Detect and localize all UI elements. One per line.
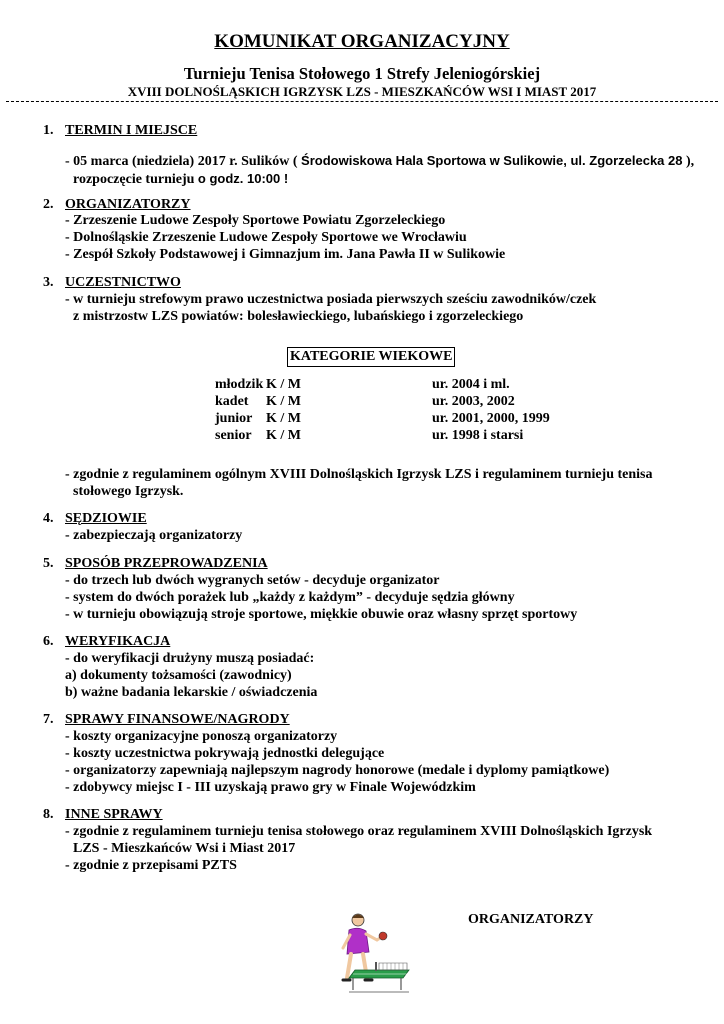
- category-years: ur. 1998 i starsi: [432, 428, 524, 443]
- venue-text: Środowiskowa Hala Sportowa w Sulikowie, ul. Zgorzelecka 28: [301, 153, 683, 168]
- section-2-line: - Dolnośląskie Zrzeszenie Ludowe Zespoły Sportowe we Wrocławiu: [65, 230, 467, 245]
- category-sex: K / M: [266, 377, 301, 392]
- section-8-line-1: - zgodnie z regulaminem turnieju tenisa stołowego oraz regulaminem XVIII Dolnośląskich Igrzysk: [65, 824, 653, 839]
- section-7-number: 7.: [43, 712, 54, 727]
- category-years: ur. 2001, 2000, 1999: [432, 411, 550, 426]
- section-1-line-1: - 05 marca (niedziela) 2017 r. Sulików ( Środowiskowa Hala Sportowa w Sulikowie, ul. Zgorzelecka 28 ),: [65, 153, 695, 169]
- section-6-line: b) ważne badania lekarskie / oświadczenia: [65, 685, 318, 700]
- section-3-note-1: - zgodnie z regulaminem ogólnym XVIII Dolnośląskich Igrzysk LZS i regulaminem turnieju tenisa: [65, 467, 653, 482]
- section-8-heading: INNE SPRAWY: [65, 807, 163, 822]
- category-name: junior: [215, 411, 253, 426]
- section-2-heading: ORGANIZATORZY: [65, 197, 191, 212]
- section-2-line: - Zrzeszenie Ludowe Zespoły Sportowe Powiatu Zgorzeleckiego: [65, 213, 446, 228]
- section-5-heading: SPOSÓB PRZEPROWADZENIA: [65, 556, 268, 571]
- section-2-line: - Zespół Szkoły Podstawowej i Gimnazjum im. Jana Pawła II w Sulikowie: [65, 247, 506, 262]
- section-5-number: 5.: [43, 556, 54, 571]
- category-sex: K / M: [266, 428, 301, 443]
- section-7-line: - zdobywcy miejsc I - III uzyskają prawo gry w Finale Wojewódzkim: [65, 780, 476, 795]
- category-years: ur. 2004 i ml.: [432, 377, 510, 392]
- table-tennis-player-icon: [333, 908, 413, 998]
- section-4-line: - zabezpieczają organizatorzy: [65, 528, 243, 543]
- category-name: senior: [215, 428, 252, 443]
- section-7-line: - koszty uczestnictwa pokrywają jednostki delegujące: [65, 746, 385, 761]
- section-5-line: - system do dwóch porażek lub „każdy z każdym” - decyduje sędzia główny: [65, 590, 515, 605]
- signature-organizers: ORGANIZATORZY: [468, 912, 594, 927]
- section-5-line: - w turnieju obowiązują stroje sportowe, miękkie obuwie oraz własny sprzęt sportowy: [65, 607, 578, 622]
- section-1-number: 1.: [43, 123, 54, 138]
- section-6-heading: WERYFIKACJA: [65, 634, 171, 649]
- document-subtitle: Turnieju Tenisa Stołowego 1 Strefy Jeleniogórskiej: [183, 64, 541, 83]
- section-3-note-2: stołowego Igrzysk.: [73, 484, 184, 499]
- section-8-line-3: - zgodnie z przepisami PZTS: [65, 858, 237, 873]
- document-subtitle-games: XVIII DOLNOŚLĄSKICH IGRZYSK LZS - MIESZKAŃCÓW WSI I MIAST 2017: [127, 84, 597, 99]
- section-7-line: - organizatorzy zapewniają najlepszym nagrody honorowe (medale i dyplomy pamiątkowe): [65, 763, 610, 778]
- section-3-heading: UCZESTNICTWO: [65, 275, 181, 290]
- section-6-number: 6.: [43, 634, 54, 649]
- section-3-number: 3.: [43, 275, 54, 290]
- section-4-heading: SĘDZIOWIE: [65, 511, 147, 526]
- category-name: kadet: [215, 394, 249, 409]
- section-7-line: - koszty organizacyjne ponoszą organizatorzy: [65, 729, 338, 744]
- section-3-line-1: - w turnieju strefowym prawo uczestnictwa posiada pierwszych sześciu zawodników/czek: [65, 292, 597, 307]
- category-sex: K / M: [266, 411, 301, 426]
- section-5-line: - do trzech lub dwóch wygranych setów - decyduje organizator: [65, 573, 440, 588]
- section-8-line-2: LZS - Mieszkańców Wsi i Miast 2017: [73, 841, 296, 856]
- section-1-line-2: rozpoczęcie turnieju o godz. 10:00 !: [73, 171, 289, 187]
- category-name: młodzik: [215, 377, 264, 392]
- document-title: KOMUNIKAT ORGANIZACYJNY: [214, 31, 510, 52]
- categories-title: KATEGORIE WIEKOWE: [287, 347, 455, 367]
- section-3-line-2: z mistrzostw LZS powiatów: bolesławieckiego, lubańskiego i zgorzeleckiego: [73, 309, 524, 324]
- section-7-heading: SPRAWY FINANSOWE/NAGRODY: [65, 712, 290, 727]
- section-1-heading: TERMIN I MIEJSCE: [65, 123, 198, 138]
- section-6-line: a) dokumenty tożsamości (zawodnicy): [65, 668, 292, 683]
- start-time-text: o godz. 10:00 !: [197, 171, 289, 186]
- header-divider: [6, 101, 718, 102]
- section-6-line: - do weryfikacji drużyny muszą posiadać:: [65, 651, 315, 666]
- section-4-number: 4.: [43, 511, 54, 526]
- section-8-number: 8.: [43, 807, 54, 822]
- category-sex: K / M: [266, 394, 301, 409]
- category-years: ur. 2003, 2002: [432, 394, 515, 409]
- section-2-number: 2.: [43, 197, 54, 212]
